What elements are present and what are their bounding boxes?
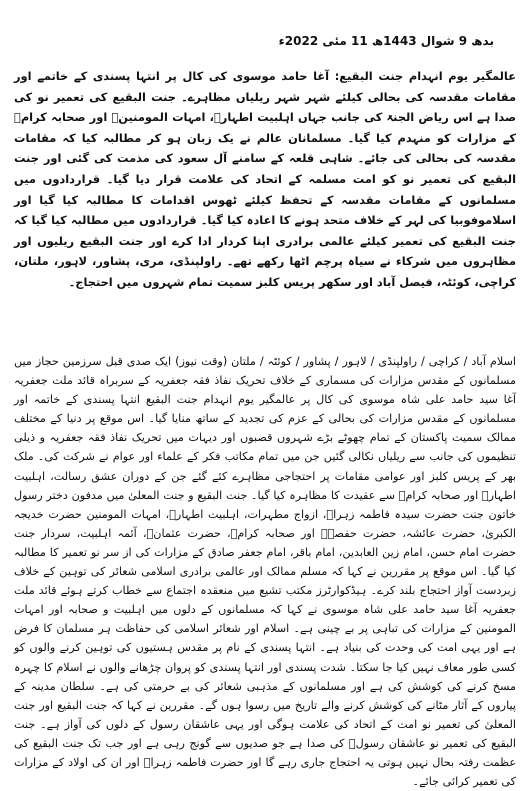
article-text: اسلام آباد / کراچی / راولپنڈی / لاہور / پشاور / کوئٹہ / ملتان (وقت نیوز) ایک صدی قبل سرزمین حجاز میں مسلمانوں کے مقدس مزارات کی مسماری کے خلاف تحریک نفاذ فقہ جعفریہ کے سربراہ قائد ملت جعفریہ آغا سید حامد علی شاہ موسوی کی کال پر عالمگیر یوم انہدام جنت البقیع انتہا پسندی کے خاتمہ اور مسلمانوں کے مقدس مزارات کی بحالی کے عزم کی تجدید کے ساتھ منایا گیا۔ اس موقع پر دنیا کے مختلف ممالک سمیت پاکستان کے تمام چھوٹے بڑے شہروں قصبوں اور دیہات میں تحریک نفاذ فقہ جعفریہ و ذیلی تنظیموں کی جانب سے ریلیاں نکالی گئیں جن میں تمام مکاتب فکر کے علماء اور عوام نے شرکت کی۔ ملک بھر کے پریس کلبز اور عوامی مقامات پر احتجاجی مظاہرے کئے گئے جن کے دوران عشق رسالت، اہلبیت اطہارؑ اور صحابہ کرامؓ سے عقیدت کا مظاہرہ کیا گیا۔ جنت البقیع و جنت المعلیٰ میں مدفون دختر رسول خاتون جنت حضرت سیدہ فاطمہ زہراؑ، ازواج مطہرات، اہلبیت اطہارؑ، امہات المومنین حضرت خدیجہ الکبریٰ، حضرت عائشہ، حضرت حفصہؓ اور صحابہ کرامؓ، حضرت عثمانؓ، آئمہ اہلبیت، سردار جنت حضرت امام حسن، امام زین العابدین، امام باقر، امام جعفر صادق کے مزارات کی از سر نو تعمیر کا مطالبہ کیا گیا۔ اس موقع پر مقررین نے کہا کہ مسلم ممالک اور عالمی برادری اسلامی شعائر کی توہین کے خلاف زبردست آواز احتجاج بلند کرے۔ ہیڈکوارٹرز مکتب تشیع میں منعقدہ اجتماع سے خطاب کرتے ہوئے قائد ملت جعفریہ آغا سید حامد علی شاہ موسوی نے کہا کہ مسلمانوں کے دلوں میں اہلبیت و صحابہ اور امہات المومنین کے مزارات کی تباہی پر بے چینی ہے۔ اسلام اور شعائر اسلامی کی حفاظت ہر مسلمان کا فرض ہے اور یہی امت کی وحدت کی بنیاد ہے۔ انتہا پسندی کے نام پر مقدس ہستیوں کی توہین کرنے والوں کو کسی طور معاف نہیں کیا جا سکتا۔ شدت پسندی اور انتہا پسندی کو پروان چڑھانے والوں نے اسلام کا چہرہ مسخ کرنے کی کوشش کی ہے اور مسلمانوں کے مذہبی شعائر کی بے حرمتی کی ہے۔ سلطان مدینہ کے پیاروں کے آثار مٹانے کی کوشش کرنے والے تاریخ میں رسوا ہوں گے۔ مقررین نے کہا کہ جنت البقیع اور جنت المعلیٰ کی تعمیر نو امت کے اتحاد کی علامت ہوگی اور یہی عاشقان رسول کے دلوں کی آواز ہے۔ جنت البقیع کی تعمیر نو عاشقان رسولؐ کی صدا ہے جو صدیوں سے گونج رہی ہے اور جب تک جنت البقیع کی عظمت رفتہ بحال نہیں ہوتی یہ احتجاج جاری رہے گا اور حضرت فاطمہ زہراؑ اور ان کی اولاد کے مزارات کی تعمیر کرائی جائے۔ bbox=[14, 355, 516, 789]
summary-text: عالمگیر یوم انہدام جنت البقیع: آغا حامد موسوی کی کال پر انتہا پسندی کے خاتمے اور مقامات مقدسہ کی بحالی کیلئے شہر شہر ریلیاں مظاہرے۔ جنت البقیع کی تعمیر نو کی صدا ہے اس ریاض الجنۃ کی جانب جہاں اہلبیت اطہارؑ، امہات المومنینؓ اور صحابہ کرامؓ کے مزارات کو منہدم کیا گیا۔ مسلمانان عالم نے یک زبان ہو کر مطالبہ کیا کہ مقامات مقدسہ کی بحالی کی جائے۔ شاہی قلعہ کے سامنے آل سعود کی مذمت کی گئی اور جنت البقیع کی تعمیر نو کو امت مسلمہ کے اتحاد کی علامت قرار دیا گیا۔ قراردادوں میں مسلمانوں کے مقامات مقدسہ کے تحفظ کیلئے ٹھوس اقدامات کا مطالبہ کیا گیا اور اسلاموفوبیا کی لہر کے خلاف متحد ہونے کا اعادہ کیا گیا۔ قراردادوں میں مطالبہ کیا گیا کہ جنت البقیع کی تعمیر کیلئے عالمی برادری اپنا کردار ادا کرے اور جنت البقیع ریلیوں اور مظاہروں میں شرکاء نے سیاہ پرچم اٹھا رکھے تھے۔ راولپنڈی، مری، پشاور، لاہور، ملتان، کراچی، کوئٹہ، فیصل آباد اور سکھر پریس کلبز سمیت تمام شہروں میں احتجاج۔ bbox=[14, 69, 516, 289]
news-article-body bbox=[14, 352, 516, 791]
news-summary-block bbox=[14, 66, 516, 293]
publication-date: بدھ 9 شوال 1443ھ 11 مئی 2022ء bbox=[278, 34, 494, 48]
